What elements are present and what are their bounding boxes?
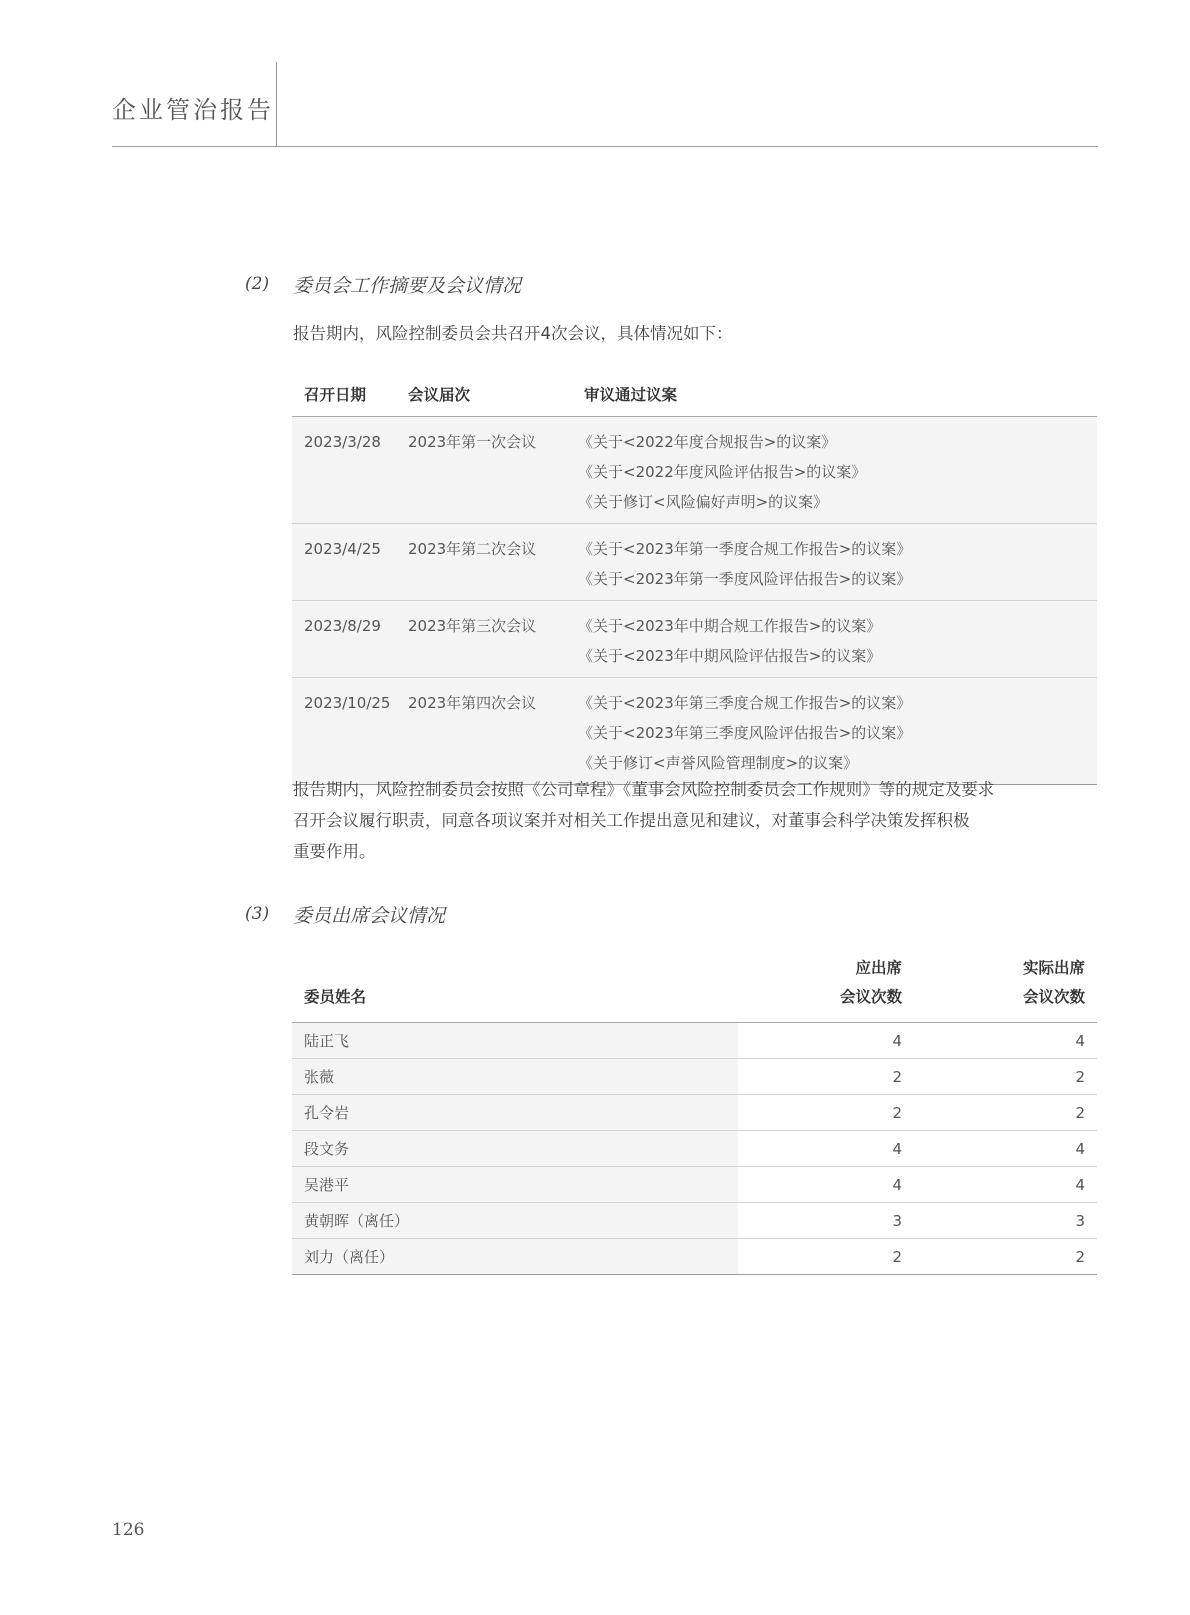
table-row [292,1059,1097,1095]
meeting-date: 2023/3/28 [292,417,396,524]
actual-count: 4 [1075,1031,1085,1050]
required-count: 3 [748,1203,914,1239]
table-row [292,1167,1097,1203]
table-row [292,1023,1097,1059]
meeting-session: 2023年第四次会议 [396,678,572,785]
summary-line: 重要作用。 [293,842,376,861]
header-date: 召开日期 [292,372,396,417]
header-divider-vertical [276,62,277,146]
table-row [292,524,1097,601]
meeting-motions [572,417,1097,524]
motion-item: 《关于<2023年中期合规工作报告>的议案》 [578,617,882,635]
meeting-session: 2023年第三次会议 [396,601,572,678]
section-3-title: 委员出席会议情况 [293,904,446,927]
motion-item: 《关于<2023年第一季度风险评估报告>的议案》 [578,570,912,588]
member-name: 吴港平 [292,1167,738,1203]
member-name: 张薇 [292,1059,738,1095]
required-count: 2 [748,1059,914,1095]
required-count: 4 [748,1131,914,1167]
actual-count: 4 [924,1167,1097,1203]
summary-line: 报告期内，风险控制委员会按照《公司章程》《董事会风险控制委员会工作规则》等的规定及要求 [293,780,995,799]
section-2-title: 委员会工作摘要及会议情况 [293,274,522,297]
summary-line: 召开会议履行职责，同意各项议案并对相关工作提出意见和建议，对董事会科学决策发挥积极 [293,811,970,830]
motion-item: 《关于<2023年第三季度合规工作报告>的议案》 [578,694,912,712]
required-count: 4 [892,1031,902,1050]
required-count: 4 [748,1167,914,1203]
member-name: 陆正飞 [292,1023,738,1059]
meetings-table [292,372,1097,785]
member-name: 段文务 [292,1131,738,1167]
section-2-heading [245,268,521,300]
meeting-session: 2023年第二次会议 [396,524,572,601]
meeting-date: 2023/10/25 [292,678,396,785]
motion-item: 《关于<2023年中期风险评估报告>的议案》 [578,647,882,665]
actual-count: 2 [924,1059,1097,1095]
section-2-summary [293,774,1098,867]
member-name: 孔令岩 [292,1095,738,1131]
table-row [292,417,1097,524]
meeting-motions [572,524,1097,601]
header-required-meetings: 应出席 会议次数 [748,946,914,1023]
required-count: 2 [748,1095,914,1131]
motion-item: 《关于修订<声誉风险管理制度>的议案》 [578,754,859,772]
meeting-session: 2023年第一次会议 [396,417,572,524]
actual-count: 2 [924,1095,1097,1131]
attendance-table [292,946,1097,1275]
table-row [292,1239,1097,1275]
section-2-intro: 报告期内，风险控制委员会共召开4次会议，具体情况如下： [293,324,733,343]
member-name: 黄朝晖（离任） [292,1203,738,1239]
motion-item: 《关于<2022年度风险评估报告>的议案》 [578,463,867,481]
member-name: 刘力（离任） [292,1239,738,1275]
header-member-name: 委员姓名 [292,946,738,1023]
required-count: 2 [748,1239,914,1275]
motion-item: 《关于<2023年第三季度风险评估报告>的议案》 [578,724,912,742]
table-row [292,1203,1097,1239]
motion-item: 《关于<2022年度合规报告>的议案》 [578,433,837,451]
table-row [292,678,1097,785]
report-section-title: 企业管治报告 [112,96,274,124]
attendance-table-header [292,946,1097,1023]
meeting-motions [572,678,1097,785]
table-row [292,1095,1097,1131]
meetings-table-header [292,372,1097,417]
motion-item: 《关于修订<风险偏好声明>的议案》 [578,493,829,511]
page-number: 126 [112,1520,145,1540]
header-actual-meetings: 实际出席 会议次数 [924,946,1097,1023]
actual-count: 2 [924,1239,1097,1275]
header-session: 会议届次 [396,372,572,417]
actual-count: 3 [924,1203,1097,1239]
section-3-number: (3) [245,904,270,924]
section-3-heading [245,898,445,930]
actual-count: 4 [924,1131,1097,1167]
meeting-date: 2023/4/25 [292,524,396,601]
header-divider-horizontal [112,146,1098,147]
table-row [292,1131,1097,1167]
meeting-date: 2023/8/29 [292,601,396,678]
table-row [292,601,1097,678]
motion-item: 《关于<2023年第一季度合规工作报告>的议案》 [578,540,912,558]
header-motions: 审议通过议案 [572,372,1097,417]
meeting-motions [572,601,1097,678]
section-2-number: (2) [245,274,270,294]
